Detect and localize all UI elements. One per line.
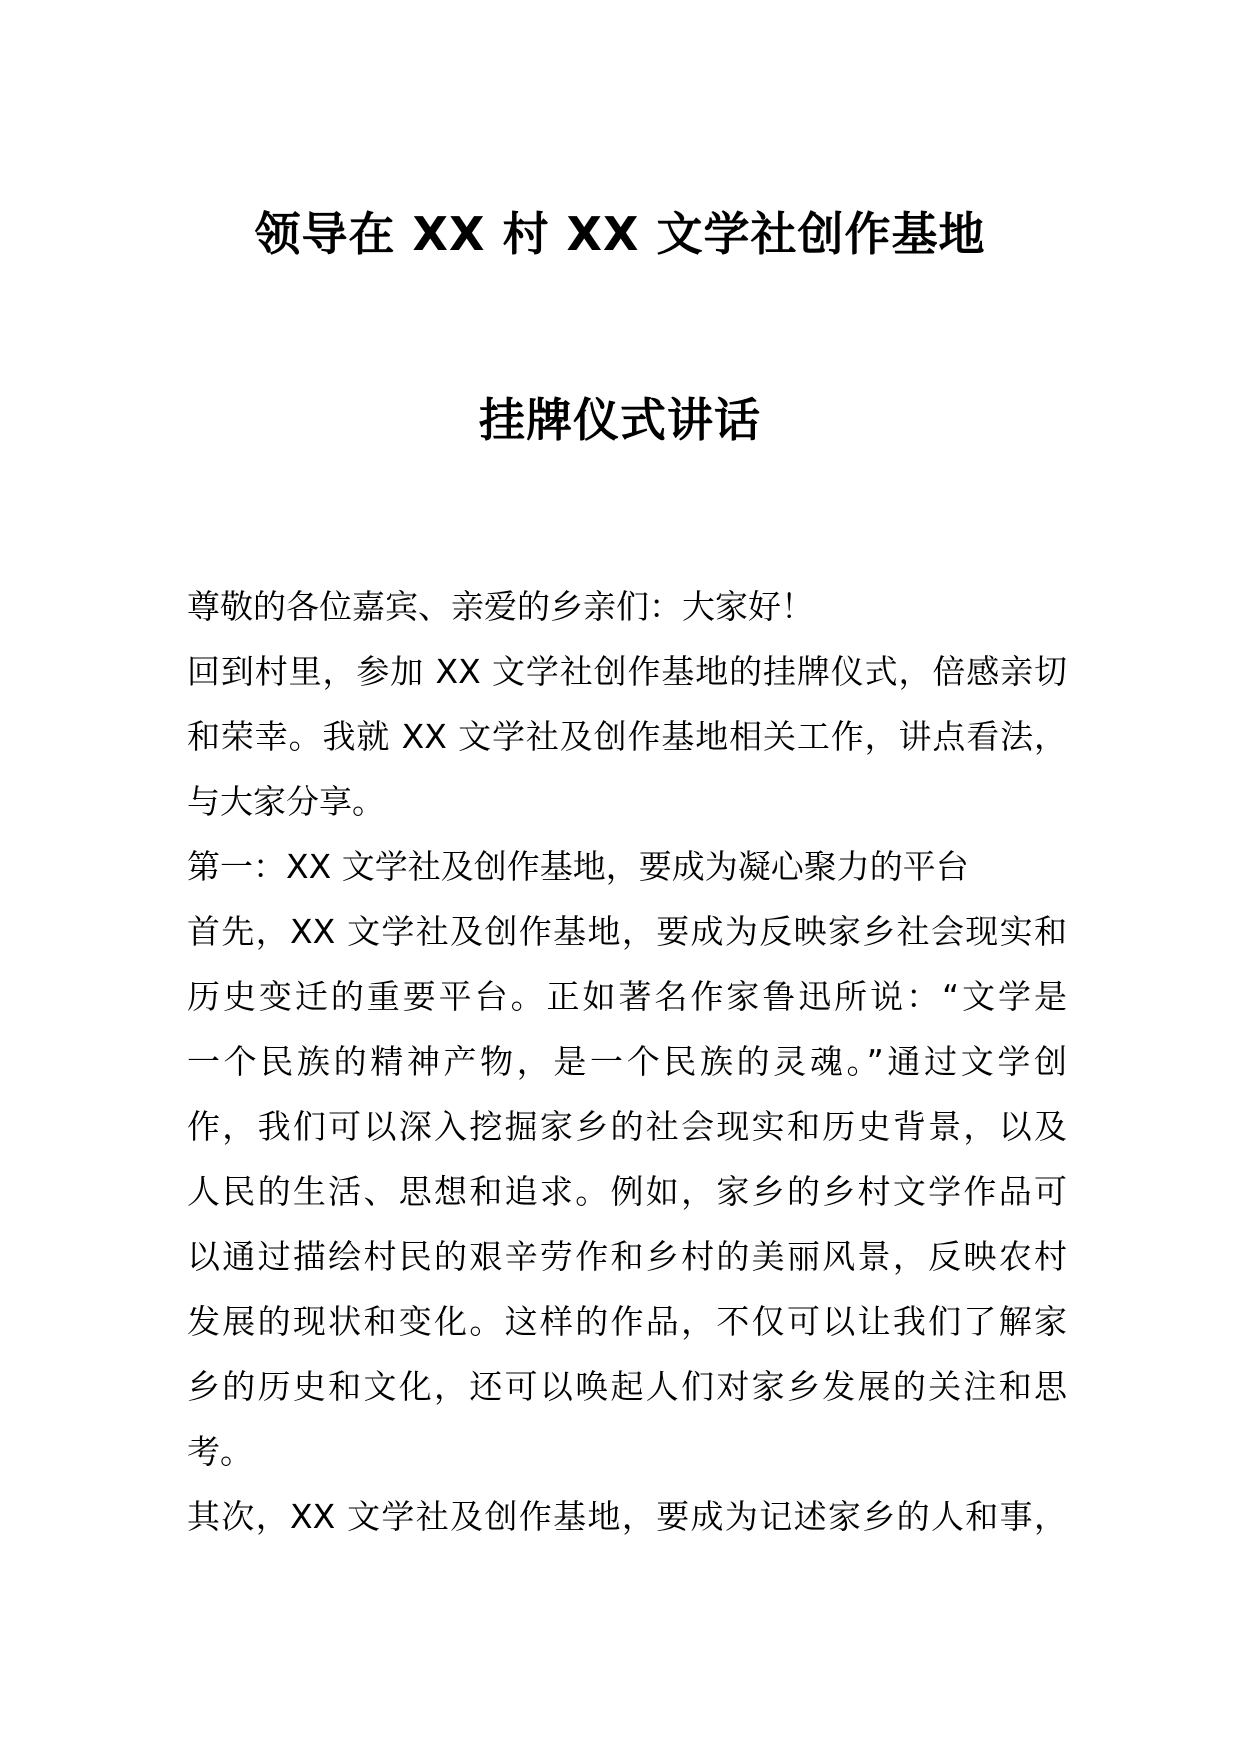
body-text-line: 首先，XX 文学社及创作基地，要成为反映家乡社会现实和 xyxy=(187,912,1067,951)
body-text-line: 人民的生活、思想和追求。例如，家乡的乡村文学作品可 xyxy=(187,1172,1067,1211)
body-text-line: 第一：XX 文学社及创作基地，要成为凝心聚力的平台 xyxy=(187,847,969,886)
body-text-line: 乡的历史和文化，还可以唤起人们对家乡发展的关注和思 xyxy=(187,1367,1067,1406)
body-text-line: 以通过描绘村民的艰辛劳作和乡村的美丽风景，反映农村 xyxy=(187,1237,1067,1276)
body-text-line: 其次，XX 文学社及创作基地，要成为记述家乡的人和事， xyxy=(187,1497,1067,1536)
document-title-line-1: 领导在 XX 村 XX 文学社创作基地 xyxy=(254,207,986,261)
document-body xyxy=(187,574,1067,1549)
body-text-line: 发展的现状和变化。这样的作品，不仅可以让我们了解家 xyxy=(187,1302,1067,1341)
body-text-line: 考。 xyxy=(187,1432,253,1471)
body-text-line: 和荣幸。我就 XX 文学社及创作基地相关工作，讲点看法， xyxy=(187,717,1067,756)
body-text-line: 尊敬的各位嘉宾、亲爱的乡亲们：大家好！ xyxy=(187,587,814,626)
body-text-line: 回到村里，参加 XX 文学社创作基地的挂牌仪式，倍感亲切 xyxy=(187,652,1067,691)
body-text-line: 与大家分享。 xyxy=(187,782,385,821)
body-text-line: 历史变迁的重要平台。正如著名作家鲁迅所说：“文学是 xyxy=(187,977,1067,1016)
document-title-line-2: 挂牌仪式讲话 xyxy=(479,393,761,447)
body-text-line: 作，我们可以深入挖掘家乡的社会现实和历史背景，以及 xyxy=(187,1107,1067,1146)
body-text-line: 一个民族的精神产物，是一个民族的灵魂。”通过文学创 xyxy=(187,1042,1067,1081)
